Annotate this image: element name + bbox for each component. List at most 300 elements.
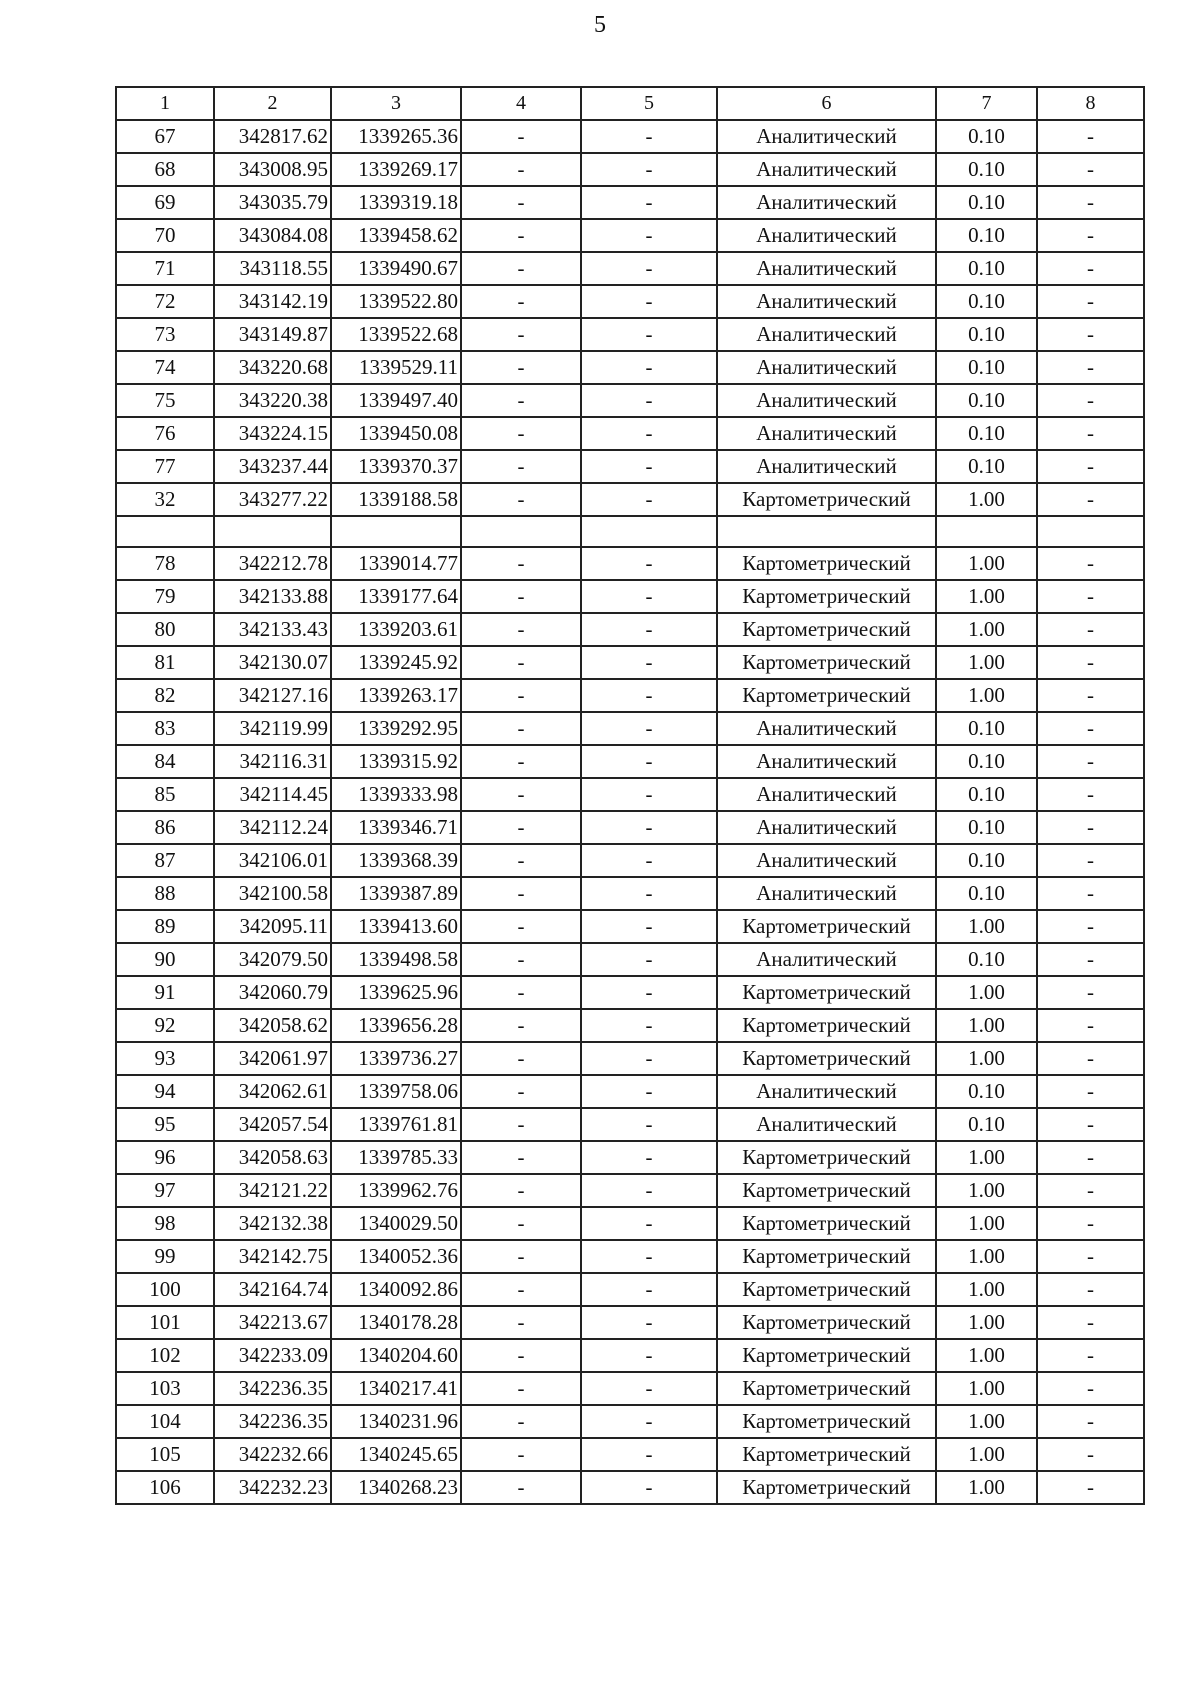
table-row: [116, 679, 1144, 712]
table-row: [116, 778, 1144, 811]
y-coordinate-cell: 1339319.18: [331, 186, 461, 219]
accuracy-cell: 0.10: [936, 943, 1037, 976]
table-row: [116, 120, 1144, 153]
coordinates-table: [115, 86, 1145, 1505]
accuracy-cell: 0.10: [936, 877, 1037, 910]
y-coordinate-cell: 1339188.58: [331, 483, 461, 516]
table-row: [116, 483, 1144, 516]
col-4-cell: -: [461, 679, 581, 712]
y-coordinate-cell: 1339785.33: [331, 1141, 461, 1174]
table-row: [116, 1273, 1144, 1306]
x-coordinate-cell: 342817.62: [214, 120, 331, 153]
x-coordinate-cell: 342142.75: [214, 1240, 331, 1273]
col-4-cell: -: [461, 1240, 581, 1273]
col-5-cell: -: [581, 252, 717, 285]
method-cell: Аналитический: [717, 844, 936, 877]
y-coordinate-cell: 1340029.50: [331, 1207, 461, 1240]
col-4-cell: -: [461, 450, 581, 483]
col-8-cell: -: [1037, 547, 1144, 580]
col-5-cell: -: [581, 1339, 717, 1372]
x-coordinate-cell: 342164.74: [214, 1273, 331, 1306]
method-cell: Картометрический: [717, 483, 936, 516]
col-8-cell: -: [1037, 646, 1144, 679]
y-coordinate-cell: 1339761.81: [331, 1108, 461, 1141]
table-row: [116, 712, 1144, 745]
column-header-8: 8: [1037, 87, 1144, 120]
table-row: [116, 1339, 1144, 1372]
table-row: [116, 1009, 1144, 1042]
col-8-cell: -: [1037, 1273, 1144, 1306]
accuracy-cell: 1.00: [936, 646, 1037, 679]
point-number-cell: 73: [116, 318, 214, 351]
y-coordinate-cell: 1340178.28: [331, 1306, 461, 1339]
col-4-cell: -: [461, 417, 581, 450]
x-coordinate-cell: 342062.61: [214, 1075, 331, 1108]
accuracy-cell: 0.10: [936, 844, 1037, 877]
method-cell: Картометрический: [717, 976, 936, 1009]
accuracy-cell: 1.00: [936, 1471, 1037, 1504]
table-row: [116, 613, 1144, 646]
method-cell: Картометрический: [717, 1240, 936, 1273]
point-number-cell: [116, 516, 214, 547]
y-coordinate-cell: 1339368.39: [331, 844, 461, 877]
x-coordinate-cell: 342132.38: [214, 1207, 331, 1240]
col-5-cell: -: [581, 844, 717, 877]
table-row: [116, 450, 1144, 483]
col-5-cell: -: [581, 877, 717, 910]
point-number-cell: 85: [116, 778, 214, 811]
method-cell: Картометрический: [717, 1009, 936, 1042]
table-row: [116, 1174, 1144, 1207]
method-cell: Аналитический: [717, 1075, 936, 1108]
x-coordinate-cell: [214, 516, 331, 547]
col-4-cell: -: [461, 910, 581, 943]
col-8-cell: -: [1037, 318, 1144, 351]
col-4-cell: -: [461, 1141, 581, 1174]
x-coordinate-cell: 342133.43: [214, 613, 331, 646]
col-8-cell: -: [1037, 1075, 1144, 1108]
col-8-cell: -: [1037, 186, 1144, 219]
col-5-cell: -: [581, 1042, 717, 1075]
method-cell: Аналитический: [717, 745, 936, 778]
method-cell: Аналитический: [717, 252, 936, 285]
accuracy-cell: 1.00: [936, 1372, 1037, 1405]
col-5-cell: -: [581, 1141, 717, 1174]
x-coordinate-cell: 342232.23: [214, 1471, 331, 1504]
y-coordinate-cell: 1339269.17: [331, 153, 461, 186]
point-number-cell: 104: [116, 1405, 214, 1438]
point-number-cell: 82: [116, 679, 214, 712]
col-8-cell: -: [1037, 1471, 1144, 1504]
table-row: [116, 153, 1144, 186]
method-cell: Аналитический: [717, 811, 936, 844]
y-coordinate-cell: 1339736.27: [331, 1042, 461, 1075]
x-coordinate-cell: 342057.54: [214, 1108, 331, 1141]
col-8-cell: -: [1037, 1240, 1144, 1273]
col-4-cell: -: [461, 351, 581, 384]
point-number-cell: 92: [116, 1009, 214, 1042]
table-row: [116, 646, 1144, 679]
col-8-cell: -: [1037, 1042, 1144, 1075]
accuracy-cell: 0.10: [936, 450, 1037, 483]
col-5-cell: -: [581, 646, 717, 679]
point-number-cell: 96: [116, 1141, 214, 1174]
col-4-cell: -: [461, 1405, 581, 1438]
table-row: [116, 1207, 1144, 1240]
accuracy-cell: 0.10: [936, 285, 1037, 318]
accuracy-cell: 1.00: [936, 1438, 1037, 1471]
accuracy-cell: 1.00: [936, 1174, 1037, 1207]
y-coordinate-cell: 1340268.23: [331, 1471, 461, 1504]
x-coordinate-cell: 342114.45: [214, 778, 331, 811]
col-5-cell: -: [581, 910, 717, 943]
method-cell: Аналитический: [717, 153, 936, 186]
col-8-cell: -: [1037, 613, 1144, 646]
col-5-cell: -: [581, 1438, 717, 1471]
method-cell: Картометрический: [717, 1471, 936, 1504]
y-coordinate-cell: 1340217.41: [331, 1372, 461, 1405]
col-8-cell: -: [1037, 1306, 1144, 1339]
col-8-cell: -: [1037, 219, 1144, 252]
method-cell: Картометрический: [717, 646, 936, 679]
col-4-cell: -: [461, 384, 581, 417]
col-5-cell: -: [581, 1108, 717, 1141]
col-4-cell: -: [461, 745, 581, 778]
col-8-cell: -: [1037, 1372, 1144, 1405]
table-row: [116, 186, 1144, 219]
table-row: [116, 547, 1144, 580]
column-header-4: 4: [461, 87, 581, 120]
col-5-cell: -: [581, 1009, 717, 1042]
method-cell: Картометрический: [717, 679, 936, 712]
col-8-cell: -: [1037, 285, 1144, 318]
col-4-cell: -: [461, 285, 581, 318]
x-coordinate-cell: 342112.24: [214, 811, 331, 844]
table-row: [116, 516, 1144, 547]
method-cell: Картометрический: [717, 580, 936, 613]
method-cell: Картометрический: [717, 1438, 936, 1471]
accuracy-cell: 1.00: [936, 1273, 1037, 1306]
point-number-cell: 79: [116, 580, 214, 613]
col-8-cell: -: [1037, 417, 1144, 450]
table-row: [116, 811, 1144, 844]
col-4-cell: -: [461, 252, 581, 285]
point-number-cell: 93: [116, 1042, 214, 1075]
point-number-cell: 77: [116, 450, 214, 483]
x-coordinate-cell: 343149.87: [214, 318, 331, 351]
col-4-cell: -: [461, 219, 581, 252]
col-5-cell: -: [581, 1471, 717, 1504]
col-8-cell: -: [1037, 1009, 1144, 1042]
col-8-cell: -: [1037, 778, 1144, 811]
table-row: [116, 285, 1144, 318]
col-4-cell: -: [461, 153, 581, 186]
table-row: [116, 1405, 1144, 1438]
col-8-cell: -: [1037, 1207, 1144, 1240]
point-number-cell: 95: [116, 1108, 214, 1141]
col-5-cell: -: [581, 186, 717, 219]
accuracy-cell: 0.10: [936, 1075, 1037, 1108]
y-coordinate-cell: 1339413.60: [331, 910, 461, 943]
col-5-cell: -: [581, 1174, 717, 1207]
point-number-cell: 101: [116, 1306, 214, 1339]
y-coordinate-cell: 1339265.36: [331, 120, 461, 153]
method-cell: Картометрический: [717, 1372, 936, 1405]
method-cell: Аналитический: [717, 186, 936, 219]
col-5-cell: -: [581, 384, 717, 417]
accuracy-cell: 1.00: [936, 1042, 1037, 1075]
col-4-cell: -: [461, 1174, 581, 1207]
table-body: [116, 87, 1144, 1504]
method-cell: Картометрический: [717, 1207, 936, 1240]
col-4-cell: -: [461, 1042, 581, 1075]
table-row: [116, 1372, 1144, 1405]
point-number-cell: 91: [116, 976, 214, 1009]
col-5-cell: -: [581, 120, 717, 153]
col-5-cell: -: [581, 679, 717, 712]
accuracy-cell: 0.10: [936, 384, 1037, 417]
point-number-cell: 32: [116, 483, 214, 516]
method-cell: Картометрический: [717, 613, 936, 646]
col-4-cell: -: [461, 1108, 581, 1141]
table-row: [116, 1306, 1144, 1339]
point-number-cell: 80: [116, 613, 214, 646]
method-cell: Картометрический: [717, 910, 936, 943]
x-coordinate-cell: 342121.22: [214, 1174, 331, 1207]
method-cell: Аналитический: [717, 219, 936, 252]
point-number-cell: 74: [116, 351, 214, 384]
col-8-cell: -: [1037, 1339, 1144, 1372]
col-5-cell: -: [581, 483, 717, 516]
method-cell: Аналитический: [717, 778, 936, 811]
point-number-cell: 68: [116, 153, 214, 186]
accuracy-cell: 1.00: [936, 1240, 1037, 1273]
y-coordinate-cell: 1339962.76: [331, 1174, 461, 1207]
y-coordinate-cell: 1339333.98: [331, 778, 461, 811]
col-5-cell: -: [581, 219, 717, 252]
point-number-cell: 78: [116, 547, 214, 580]
accuracy-cell: 1.00: [936, 1405, 1037, 1438]
accuracy-cell: 1.00: [936, 679, 1037, 712]
y-coordinate-cell: 1339245.92: [331, 646, 461, 679]
point-number-cell: 94: [116, 1075, 214, 1108]
col-8-cell: -: [1037, 976, 1144, 1009]
table-row: [116, 1141, 1144, 1174]
y-coordinate-cell: 1339346.71: [331, 811, 461, 844]
col-5-cell: -: [581, 1273, 717, 1306]
col-4-cell: -: [461, 1273, 581, 1306]
y-coordinate-cell: 1339625.96: [331, 976, 461, 1009]
col-4-cell: -: [461, 1339, 581, 1372]
col-8-cell: -: [1037, 745, 1144, 778]
point-number-cell: 97: [116, 1174, 214, 1207]
col-5-cell: -: [581, 547, 717, 580]
col-5-cell: -: [581, 613, 717, 646]
accuracy-cell: 1.00: [936, 613, 1037, 646]
method-cell: Картометрический: [717, 547, 936, 580]
x-coordinate-cell: 342133.88: [214, 580, 331, 613]
column-header-5: 5: [581, 87, 717, 120]
y-coordinate-cell: 1339656.28: [331, 1009, 461, 1042]
x-coordinate-cell: 343008.95: [214, 153, 331, 186]
col-5-cell: -: [581, 811, 717, 844]
point-number-cell: 70: [116, 219, 214, 252]
method-cell: [717, 516, 936, 547]
col-8-cell: -: [1037, 844, 1144, 877]
col-4-cell: -: [461, 1372, 581, 1405]
col-8-cell: -: [1037, 1174, 1144, 1207]
y-coordinate-cell: 1339014.77: [331, 547, 461, 580]
accuracy-cell: 1.00: [936, 976, 1037, 1009]
x-coordinate-cell: 343237.44: [214, 450, 331, 483]
accuracy-cell: 0.10: [936, 811, 1037, 844]
x-coordinate-cell: 342233.09: [214, 1339, 331, 1372]
accuracy-cell: 1.00: [936, 1009, 1037, 1042]
x-coordinate-cell: 342095.11: [214, 910, 331, 943]
x-coordinate-cell: 342116.31: [214, 745, 331, 778]
col-4-cell: -: [461, 580, 581, 613]
point-number-cell: 75: [116, 384, 214, 417]
table-row: [116, 910, 1144, 943]
x-coordinate-cell: 342236.35: [214, 1372, 331, 1405]
x-coordinate-cell: 343220.68: [214, 351, 331, 384]
col-5-cell: -: [581, 1207, 717, 1240]
table-row: [116, 1042, 1144, 1075]
col-5-cell: -: [581, 1372, 717, 1405]
point-number-cell: 69: [116, 186, 214, 219]
x-coordinate-cell: 342060.79: [214, 976, 331, 1009]
y-coordinate-cell: 1339758.06: [331, 1075, 461, 1108]
x-coordinate-cell: 343035.79: [214, 186, 331, 219]
accuracy-cell: 1.00: [936, 1207, 1037, 1240]
x-coordinate-cell: 343277.22: [214, 483, 331, 516]
col-4-cell: -: [461, 1207, 581, 1240]
y-coordinate-cell: 1339490.67: [331, 252, 461, 285]
table-row: [116, 1075, 1144, 1108]
y-coordinate-cell: 1339450.08: [331, 417, 461, 450]
table-row: [116, 252, 1144, 285]
col-5-cell: -: [581, 351, 717, 384]
y-coordinate-cell: [331, 516, 461, 547]
y-coordinate-cell: 1339522.68: [331, 318, 461, 351]
column-header-1: 1: [116, 87, 214, 120]
y-coordinate-cell: 1339458.62: [331, 219, 461, 252]
accuracy-cell: 1.00: [936, 1141, 1037, 1174]
col-5-cell: -: [581, 778, 717, 811]
accuracy-cell: [936, 516, 1037, 547]
table-row: [116, 1438, 1144, 1471]
col-8-cell: -: [1037, 450, 1144, 483]
method-cell: Аналитический: [717, 450, 936, 483]
table-header-row: [116, 87, 1144, 120]
col-8-cell: -: [1037, 351, 1144, 384]
col-4-cell: -: [461, 778, 581, 811]
accuracy-cell: 0.10: [936, 120, 1037, 153]
col-4-cell: -: [461, 646, 581, 679]
col-4-cell: -: [461, 1471, 581, 1504]
col-8-cell: -: [1037, 943, 1144, 976]
x-coordinate-cell: 342079.50: [214, 943, 331, 976]
y-coordinate-cell: 1339529.11: [331, 351, 461, 384]
accuracy-cell: 0.10: [936, 1108, 1037, 1141]
method-cell: Картометрический: [717, 1141, 936, 1174]
col-8-cell: -: [1037, 679, 1144, 712]
col-8-cell: -: [1037, 1141, 1144, 1174]
table-row: [116, 1108, 1144, 1141]
point-number-cell: 103: [116, 1372, 214, 1405]
y-coordinate-cell: 1340204.60: [331, 1339, 461, 1372]
method-cell: Аналитический: [717, 120, 936, 153]
table-row: [116, 976, 1144, 1009]
column-header-7: 7: [936, 87, 1037, 120]
table-row: [116, 219, 1144, 252]
y-coordinate-cell: 1339387.89: [331, 877, 461, 910]
col-8-cell: -: [1037, 877, 1144, 910]
col-4-cell: -: [461, 547, 581, 580]
col-5-cell: -: [581, 318, 717, 351]
table-row: [116, 745, 1144, 778]
table-row: [116, 580, 1144, 613]
table-row: [116, 384, 1144, 417]
method-cell: Картометрический: [717, 1273, 936, 1306]
col-5-cell: -: [581, 745, 717, 778]
x-coordinate-cell: 342127.16: [214, 679, 331, 712]
col-8-cell: -: [1037, 120, 1144, 153]
accuracy-cell: 0.10: [936, 186, 1037, 219]
x-coordinate-cell: 342213.67: [214, 1306, 331, 1339]
method-cell: Аналитический: [717, 351, 936, 384]
point-number-cell: 98: [116, 1207, 214, 1240]
x-coordinate-cell: 343220.38: [214, 384, 331, 417]
col-8-cell: -: [1037, 1438, 1144, 1471]
table-row: [116, 351, 1144, 384]
x-coordinate-cell: 342058.63: [214, 1141, 331, 1174]
col-4-cell: -: [461, 976, 581, 1009]
col-4-cell: -: [461, 613, 581, 646]
y-coordinate-cell: 1339292.95: [331, 712, 461, 745]
x-coordinate-cell: 342232.66: [214, 1438, 331, 1471]
column-header-2: 2: [214, 87, 331, 120]
point-number-cell: 100: [116, 1273, 214, 1306]
col-4-cell: -: [461, 1009, 581, 1042]
y-coordinate-cell: 1340052.36: [331, 1240, 461, 1273]
col-5-cell: -: [581, 580, 717, 613]
col-4-cell: [461, 516, 581, 547]
col-4-cell: -: [461, 483, 581, 516]
accuracy-cell: 0.10: [936, 219, 1037, 252]
col-5-cell: -: [581, 417, 717, 450]
method-cell: Аналитический: [717, 318, 936, 351]
y-coordinate-cell: 1340092.86: [331, 1273, 461, 1306]
point-number-cell: 72: [116, 285, 214, 318]
col-5-cell: -: [581, 712, 717, 745]
col-8-cell: -: [1037, 1405, 1144, 1438]
point-number-cell: 88: [116, 877, 214, 910]
x-coordinate-cell: 342058.62: [214, 1009, 331, 1042]
col-5-cell: -: [581, 1240, 717, 1273]
method-cell: Аналитический: [717, 943, 936, 976]
accuracy-cell: 0.10: [936, 712, 1037, 745]
col-8-cell: -: [1037, 712, 1144, 745]
col-4-cell: -: [461, 877, 581, 910]
accuracy-cell: 1.00: [936, 580, 1037, 613]
x-coordinate-cell: 342061.97: [214, 1042, 331, 1075]
y-coordinate-cell: 1339177.64: [331, 580, 461, 613]
col-5-cell: -: [581, 943, 717, 976]
point-number-cell: 89: [116, 910, 214, 943]
accuracy-cell: 0.10: [936, 778, 1037, 811]
col-8-cell: -: [1037, 153, 1144, 186]
